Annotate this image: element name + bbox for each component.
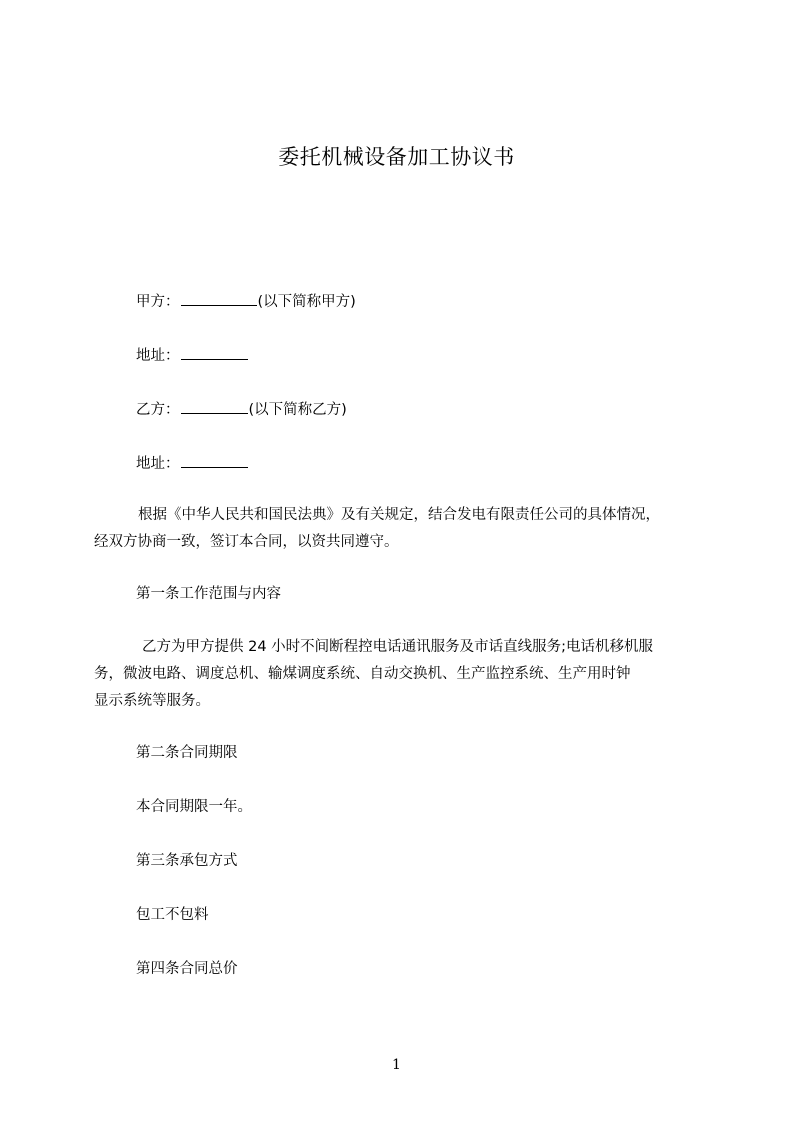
- address-b-line: [136, 452, 249, 474]
- party-a-label: 甲方：: [136, 294, 180, 310]
- article-2-heading: 第二条合同期限: [136, 745, 238, 761]
- article-1-heading: 第一条工作范围与内容: [136, 586, 281, 602]
- page-number: 1: [392, 1057, 401, 1073]
- address-a-blank: [181, 344, 248, 360]
- article-1-line-1: 乙方为甲方提供 24 小时不间断程控电话通讯服务及市话直线服务;电话机移机服: [142, 639, 654, 655]
- address-a-line: [136, 344, 249, 366]
- preamble-line-2: 经双方协商一致，签订本合同，以资共同遵守。: [94, 534, 399, 550]
- article-4-heading: 第四条合同总价: [136, 961, 238, 977]
- article-1-line-3: 显示系统等服务。: [94, 693, 210, 709]
- party-a-blank: [181, 290, 257, 306]
- preamble-paragraph: [94, 502, 718, 556]
- article-2-body: 本合同期限一年。: [136, 799, 252, 815]
- party-b-label: 乙方：: [136, 402, 180, 418]
- party-a-line: [136, 290, 356, 312]
- address-b-blank: [181, 452, 248, 468]
- article-3-heading: 第三条承包方式: [136, 853, 238, 869]
- party-a-suffix: (以下简称甲方): [257, 294, 356, 310]
- preamble-line-1: 根据《中华人民共和国民法典》及有关规定，结合发电有限责任公司的具体情况，: [138, 507, 660, 523]
- party-b-blank: [181, 398, 248, 414]
- article-1-paragraph: [94, 634, 718, 715]
- document-title: 委托机械设备加工协议书: [278, 145, 515, 169]
- article-1-line-2: 务，微波电路、调度总机、输煤调度系统、自动交换机、生产监控系统、生产用时钟: [94, 666, 631, 682]
- party-b-suffix: (以下简称乙方): [248, 402, 347, 418]
- address-a-label: 地址：: [136, 348, 180, 364]
- party-b-line: [136, 398, 347, 420]
- article-3-body: 包工不包料: [136, 907, 209, 923]
- address-b-label: 地址：: [136, 456, 180, 472]
